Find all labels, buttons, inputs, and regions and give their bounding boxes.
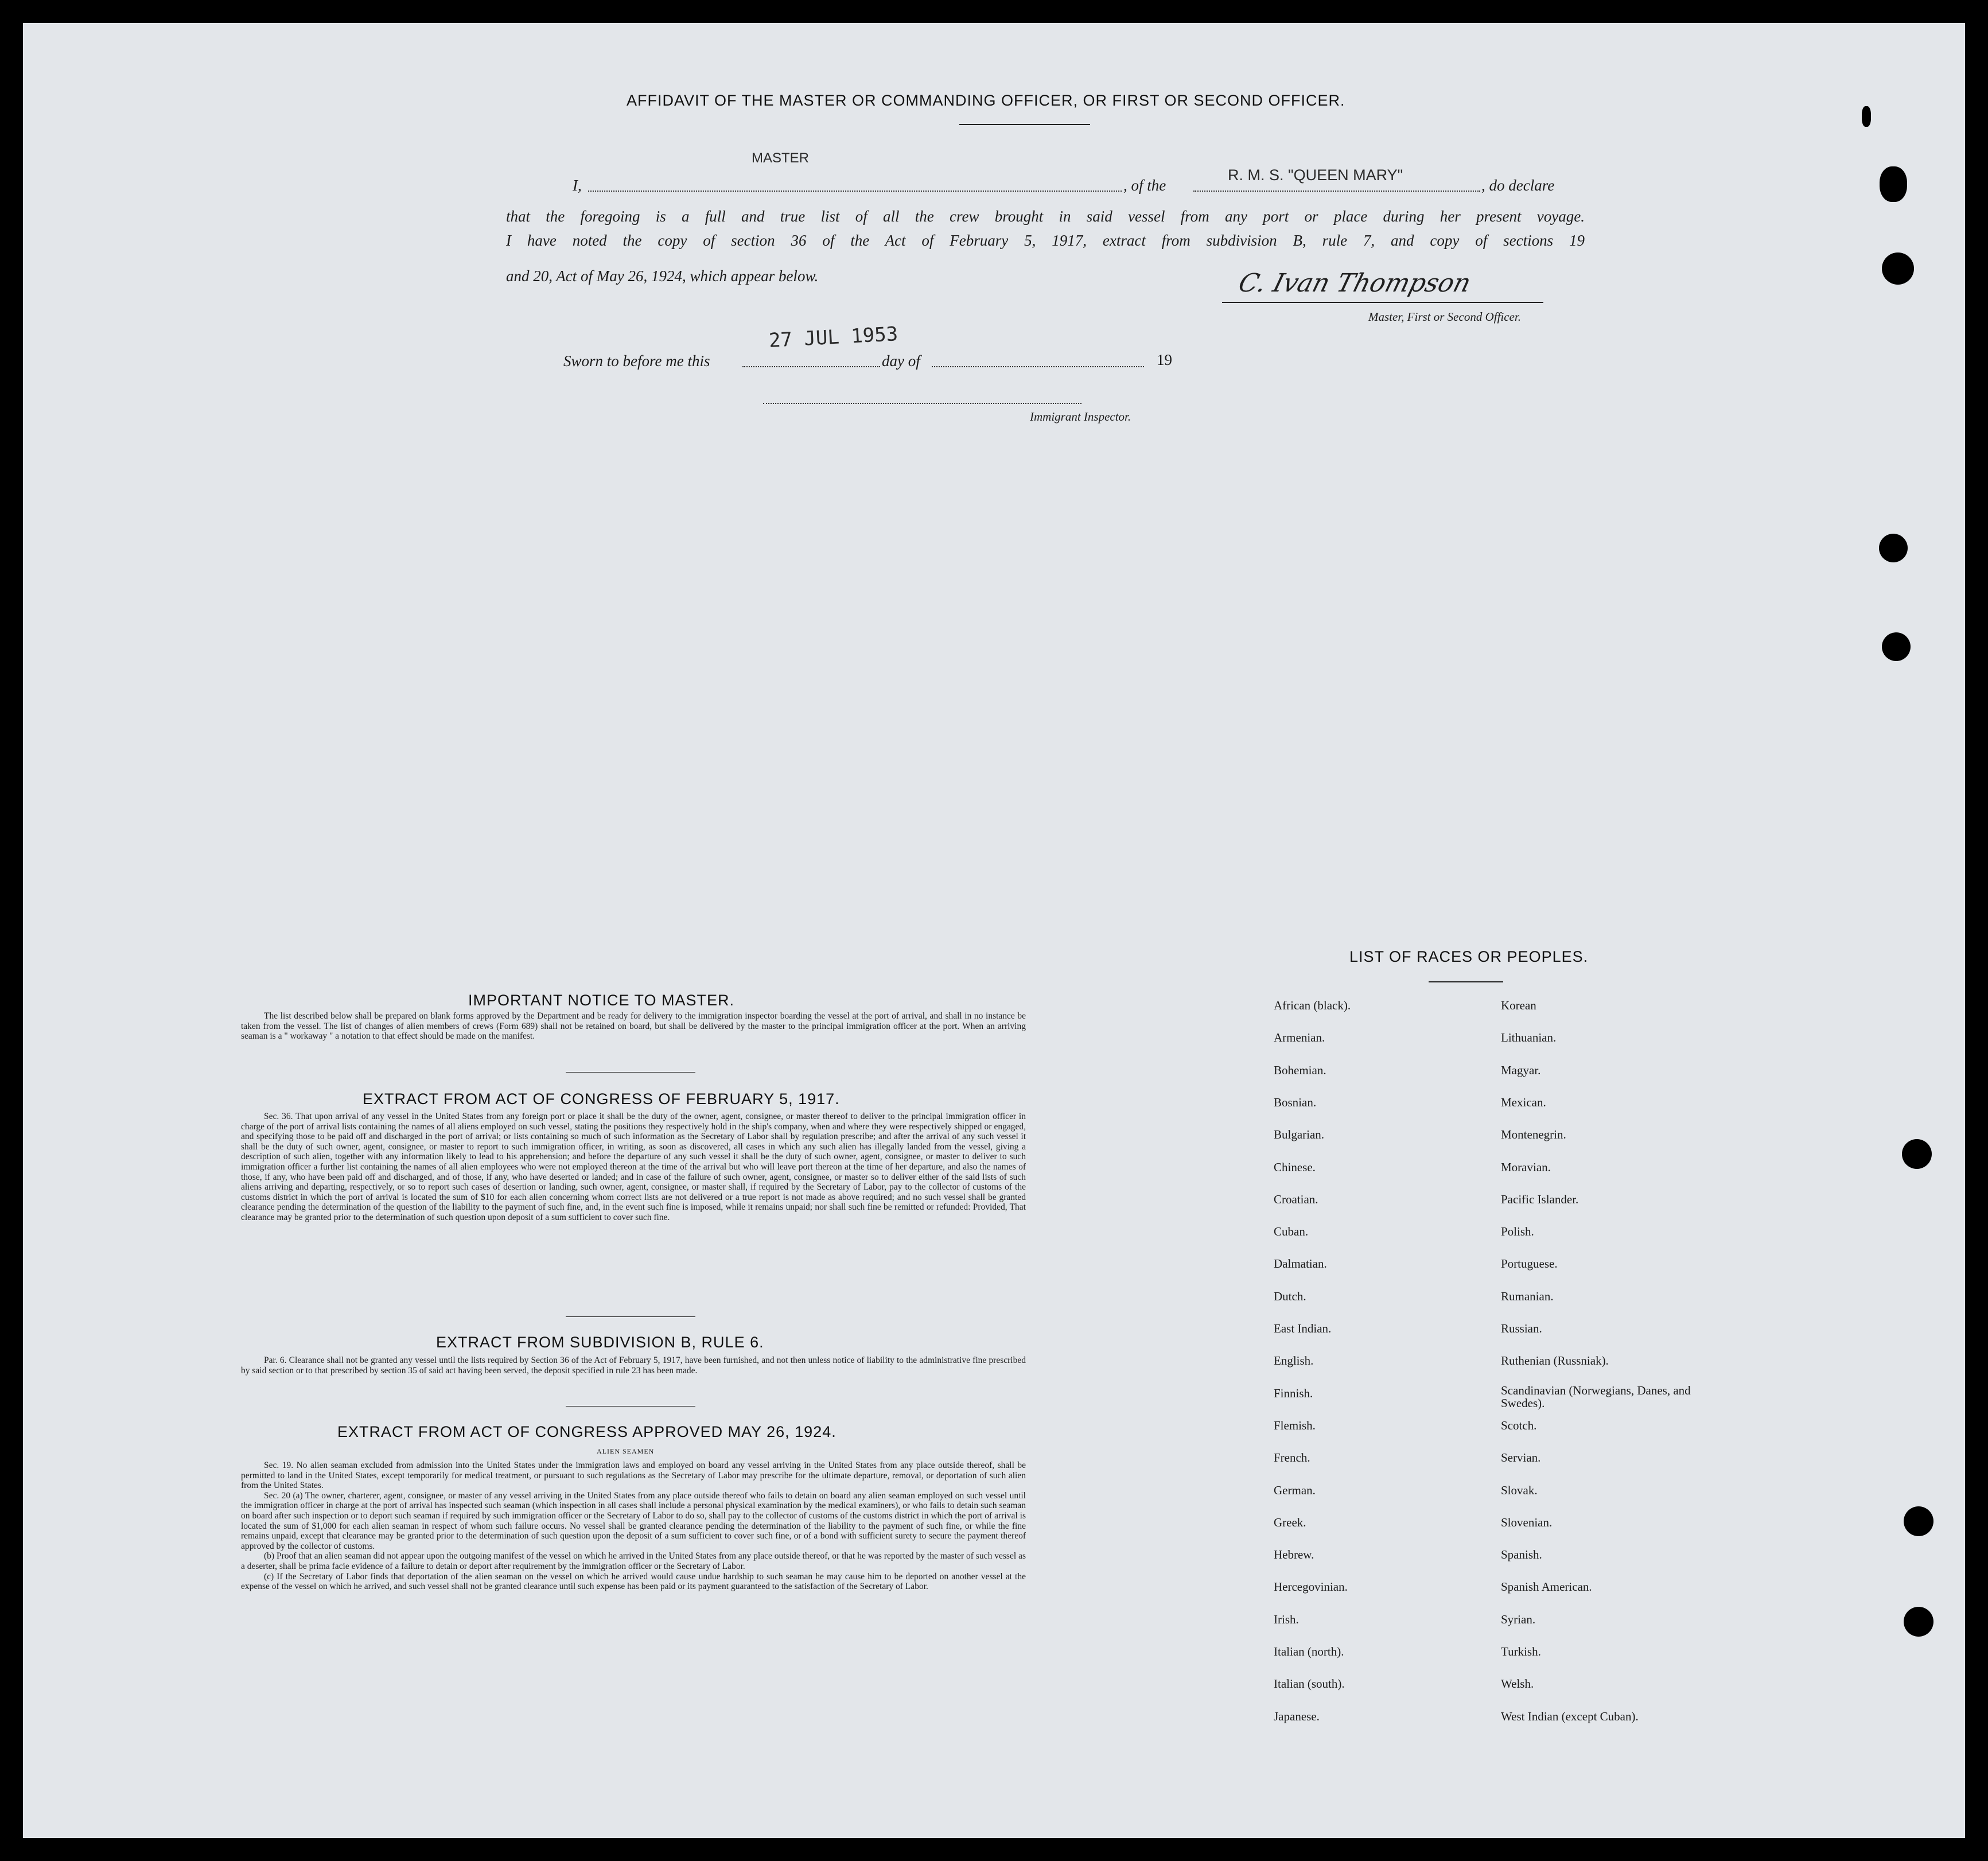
divider — [566, 1072, 695, 1073]
sec-20c-paragraph: (c) If the Secretary of Labor finds that deportation of the alien seaman on the vessel on which he arrived would cause undue hardship to such seaman he may cause him to be deported on another vessel at the expense of the vessel on which he arrived, and such vessel shall not be granted clearance until such expense has been paid or its payment guaranteed to the satisfaction of the Secretary of Labor. — [241, 1571, 1026, 1592]
notice-paragraph: The list described below shall be prepared on blank forms approved by the Department and be ready for delivery to the immigration inspector boarding the vessel at the port of arrival, and shall in no instance be taken from the vessel. The list of changes of alien members of crews (Form 689) shall not be retained on board, but shall be delivered by the master to the principal immigration officer at the port. When an arriving seaman is a " workaway " a notation to that effect should be made on the manifest. — [241, 1011, 1026, 1042]
par-6-paragraph: Par. 6. Clearance shall not be granted any vessel until the lists required by Section 36 of the Act of February 5, 1917, have been furnished, and not then unless notice of liability to the administrative fine prescribed by said section or to that prescribed by section 35 of said act having been served, the deposit specified in rule 23 has been made. — [241, 1355, 1026, 1376]
inspector-caption: Immigrant Inspector. — [1030, 410, 1131, 424]
divider — [566, 1316, 695, 1317]
race-item: Welsh. — [1501, 1677, 1534, 1691]
race-item: Dutch. — [1274, 1289, 1306, 1303]
race-item: Mexican. — [1501, 1095, 1546, 1109]
of-the-label: , of the — [1123, 177, 1166, 194]
race-item: Italian (north). — [1274, 1645, 1344, 1658]
race-item: Cuban. — [1274, 1225, 1309, 1238]
section-36-paragraph: Sec. 36. That upon arrival of any vessel in the United States from any foreign port or place it shall be the duty of the owner, agent, consignee, or master thereof to deliver to the principal immigration officer in charge of the port of arrival lists containing the names of all aliens employed on such vessel, stating the positions they respectively hold in the ship's company, when and where they were respectively shipped or engaged, and specifying those to be paid off and discharged in the port of arrival; or lists containing so much of such information as the Secretary of Labor shall by regulation prescribe; and after the arrival of any such vessel it shall be the duty of such owner, agent, consignee, or master to report to such immigration officer, in writing, as soon as discovered, all cases in which any such alien has illegally landed from the vessel, giving a description of such alien, together with any information likely to lead to his apprehension; and before the departure of any such vessel it shall be the duty of such owner, agent, consignee, or master to deliver to such immigration officer a further list containing the names of all alien employees who were not employed thereon at the time of the arrival but who will leave port thereon at the time of her departure, and also the names of those, if any, who have been paid off and discharged, and of those, if any, who have deserted or landed; and in case of the failure of such owner, agent, consignee, or master so to deliver either of the said lists of such aliens arriving and departing, respectively, or so to report such cases of desertion or landing, such owner, agent, consignee, or master shall, if required by the Secretary of Labor, pay to the collector of customs of the customs district in which the port of arrival is located the sum of $10 for each alien concerning whom correct lists are not delivered or a true report is not made as above required; and no such vessel shall be granted clearance pending the determination of the question of the liability to the payment of such fine, and, in the event such fine is imposed, while it remains unpaid; nor shall such fine be remitted or refunded: Provided, That clearance may be granted prior to the determination of such question upon deposit of a sum sufficient to cover such fine. — [241, 1112, 1026, 1222]
affidavit-body-line-2: I have noted the copy of section 36 of the Act of February 5, 1917, extract from subdivision B, rule 7, and copy of sections 19 — [506, 232, 1585, 249]
race-item: Spanish. — [1501, 1548, 1542, 1561]
race-item: Rumanian. — [1501, 1289, 1554, 1303]
race-item: Flemish. — [1274, 1419, 1316, 1432]
extract-1917-text — [241, 1112, 1026, 1223]
race-item: Montenegrin. — [1501, 1128, 1566, 1141]
sec-20b-paragraph: (b) Proof that an alien seaman did not appear upon the outgoing manifest of the vessel on which he arrived in the United States from any place outside thereof, or that he was reported by the master of such vessel as a deserter, shall be prima facie evidence of a failure to detain or deport after requirement by the immigration officer or the Secretary of Labor. — [241, 1551, 1026, 1571]
race-item: Bosnian. — [1274, 1095, 1317, 1109]
race-item: Magyar. — [1501, 1063, 1541, 1077]
race-item: Portuguese. — [1501, 1257, 1558, 1271]
race-item: Polish. — [1501, 1225, 1534, 1238]
sworn-date-line — [742, 366, 880, 367]
races-title: LIST OF RACES OR PEOPLES. — [1349, 948, 1589, 965]
race-item: Slovenian. — [1501, 1516, 1553, 1529]
inspector-signature-line — [763, 403, 1081, 404]
extract-1924-text — [241, 1460, 1026, 1592]
punch-hole — [1879, 534, 1908, 562]
race-item: Greek. — [1274, 1516, 1306, 1529]
signature-line — [1222, 302, 1543, 303]
race-item: Russian. — [1501, 1322, 1542, 1335]
race-item: French. — [1274, 1451, 1310, 1464]
notice-text — [241, 1011, 1026, 1042]
date-stamp: 27 JUL 1953 — [768, 323, 899, 352]
race-item: Scotch. — [1501, 1419, 1537, 1432]
subdivision-b-title: EXTRACT FROM SUBDIVISION B, RULE 6. — [436, 1334, 764, 1351]
punch-hole — [1882, 632, 1911, 661]
race-item: Armenian. — [1274, 1031, 1325, 1044]
race-item: Lithuanian. — [1501, 1031, 1557, 1044]
race-item: Chinese. — [1274, 1160, 1316, 1174]
race-item: Hercegovinian. — [1274, 1580, 1348, 1594]
affidavit-body-line-1: that the foregoing is a full and true list of all the crew brought in said vessel from any port or place during her present voyage. — [506, 208, 1585, 225]
race-item: Korean — [1501, 999, 1536, 1012]
race-item: Scandinavian (Norwegians, Danes, and Swedes). — [1501, 1384, 1691, 1410]
race-item: Pacific Islander. — [1501, 1192, 1579, 1206]
punch-hole — [1880, 166, 1907, 202]
document-page — [23, 23, 1965, 1838]
race-item: Dalmatian. — [1274, 1257, 1327, 1271]
race-item: Bohemian. — [1274, 1063, 1326, 1077]
sec-19-paragraph: Sec. 19. No alien seaman excluded from admission into the United States under the immigration laws and employed on board any vessel arriving in the United States from any place outside thereof, shall be permitted to land in the United States, except temporarily for medical treatment, or pursuant to such regulations as the Secretary of Labor may prescribe for the ultimate departure, removal, or deportation of such alien from the United States. — [241, 1460, 1026, 1491]
race-item: Bulgarian. — [1274, 1128, 1325, 1141]
punch-hole — [1882, 252, 1914, 285]
race-item: African (black). — [1274, 999, 1351, 1012]
master-field-value: MASTER — [752, 150, 810, 166]
punch-hole — [1862, 106, 1871, 127]
subdivision-b-text — [241, 1355, 1026, 1376]
race-item: Syrian. — [1501, 1613, 1536, 1626]
alien-seamen-subtitle: ALIEN SEAMEN — [597, 1447, 655, 1455]
do-declare-label: , do declare — [1481, 177, 1555, 194]
day-of-label: day of — [882, 352, 920, 370]
extract-1924-title: EXTRACT FROM ACT OF CONGRESS APPROVED MAY 26, 1924. — [337, 1423, 837, 1440]
divider — [566, 1406, 695, 1407]
race-item: Japanese. — [1274, 1710, 1320, 1723]
race-item: East Indian. — [1274, 1322, 1332, 1335]
race-item: Moravian. — [1501, 1160, 1551, 1174]
affidavit-title: AFFIDAVIT OF THE MASTER OR COMMANDING OFFICER, OR FIRST OR SECOND OFFICER. — [627, 92, 1345, 109]
race-item: Finnish. — [1274, 1386, 1313, 1400]
race-item: Spanish American. — [1501, 1580, 1592, 1594]
month-line — [932, 366, 1144, 367]
race-item: Ruthenian (Russniak). — [1501, 1354, 1609, 1367]
title-underline — [959, 124, 1090, 125]
race-item: Irish. — [1274, 1613, 1299, 1626]
affidavit-body-line-3: and 20, Act of May 26, 1924, which appear below. — [506, 267, 819, 285]
master-field-line — [588, 191, 1122, 192]
race-item: Servian. — [1501, 1451, 1541, 1464]
race-item: Turkish. — [1501, 1645, 1541, 1658]
signature: C. Ivan Thompson — [1235, 269, 1475, 298]
race-item: Italian (south). — [1274, 1677, 1345, 1691]
notice-title: IMPORTANT NOTICE TO MASTER. — [468, 992, 735, 1009]
punch-hole — [1902, 1139, 1932, 1169]
year-label: 19 — [1157, 351, 1172, 368]
race-item: English. — [1274, 1354, 1314, 1367]
race-item: Croatian. — [1274, 1192, 1318, 1206]
vessel-field-value: R. M. S. "QUEEN MARY" — [1228, 166, 1403, 184]
title-underline — [1429, 981, 1503, 982]
race-item: Slovak. — [1501, 1483, 1538, 1497]
vessel-field-line — [1193, 191, 1480, 192]
sworn-label: Sworn to before me this — [563, 352, 710, 370]
punch-hole — [1904, 1607, 1933, 1637]
extract-1917-title: EXTRACT FROM ACT OF CONGRESS OF FEBRUARY 5, 1917. — [363, 1090, 840, 1108]
race-item: German. — [1274, 1483, 1316, 1497]
sec-20a-paragraph: Sec. 20 (a) The owner, charterer, agent, consignee, or master of any vessel arriving in the United States from any place outside thereof who fails to detain on board any alien seaman employed on such vessel until the immigration officer in charge at the port of arrival has inspected such seaman (which inspection in all cases shall include a personal physical examination by the medical examiners), or who fails to detain such seaman on board after such inspection or to deport such seaman if required by such immigration officer or the Secretary of Labor to do so, shall pay to the collector of customs of the customs district in which the port of arrival is located the sum of $1,000 for each alien seaman in respect of whom such failure occurs. No vessel shall be granted clearance pending the determination of the liability to the payment of such fine, or while the fine remains unpaid, except that clearance may be granted prior to the determination of such question upon the deposit of a sum sufficient to cover such fine, or of a bond with sufficient surety to secure the payment thereof approved by the collector of customs. — [241, 1490, 1026, 1551]
race-item: Hebrew. — [1274, 1548, 1314, 1561]
i-label: I, — [573, 177, 582, 194]
race-item: West Indian (except Cuban). — [1501, 1710, 1639, 1723]
punch-hole — [1904, 1506, 1933, 1536]
signature-caption: Master, First or Second Officer. — [1368, 310, 1521, 324]
